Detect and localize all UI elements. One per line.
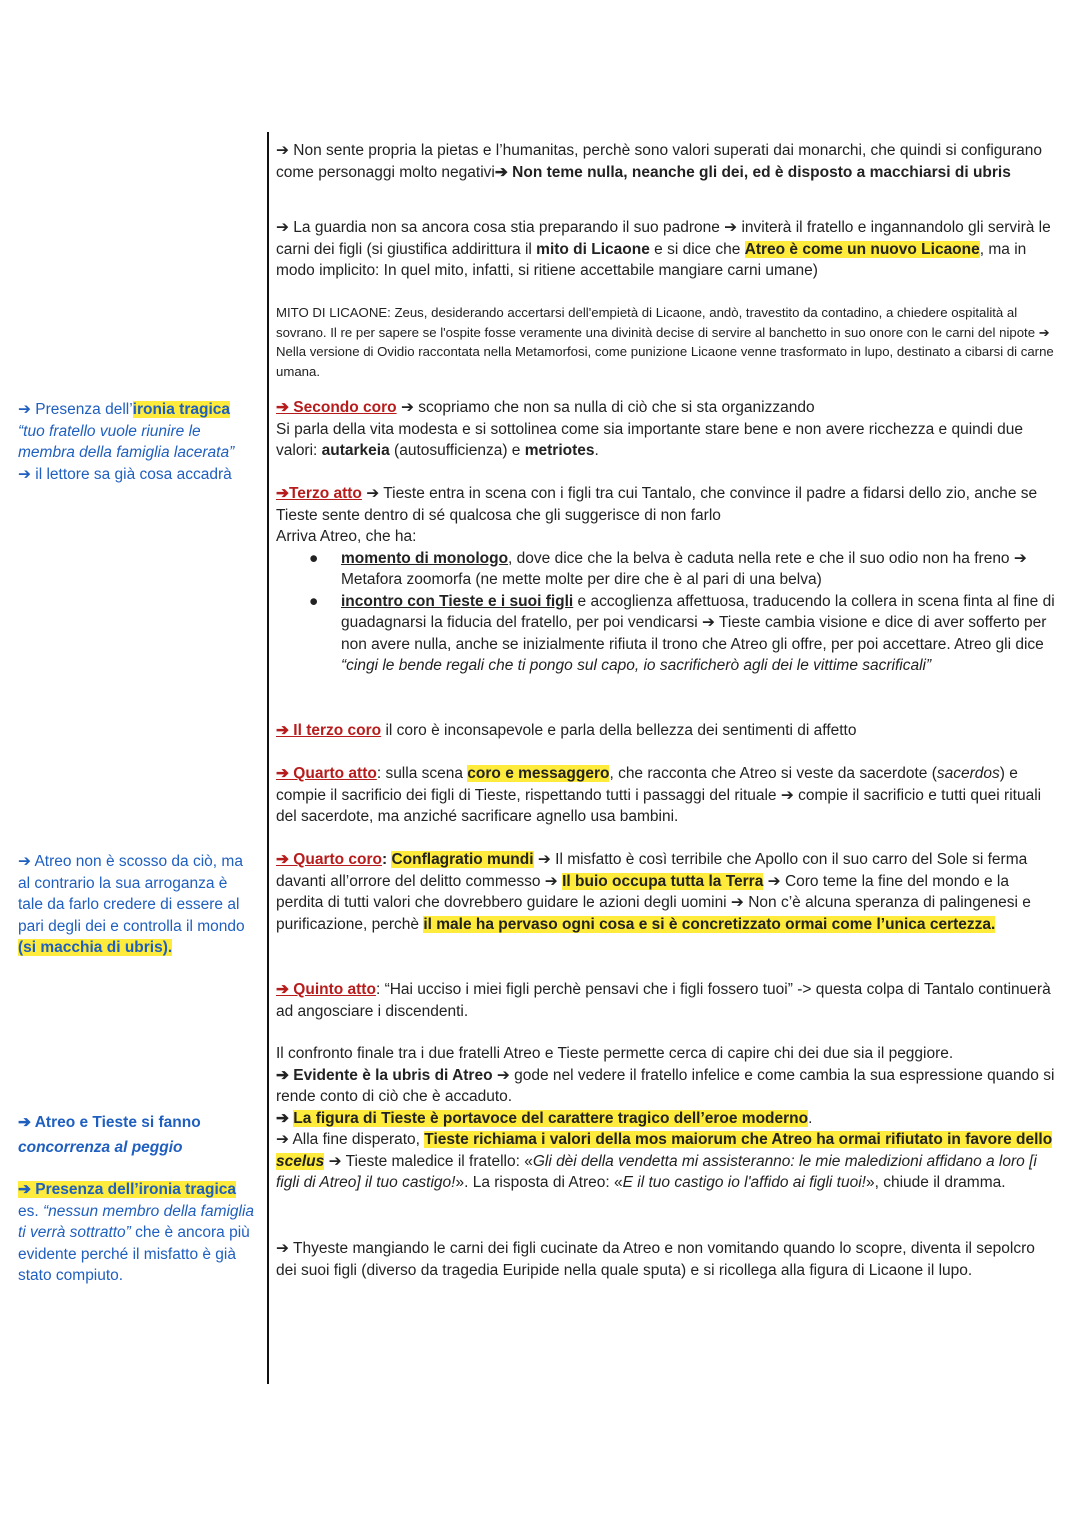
- paragraph-text: Arriva Atreo, che ha:: [276, 528, 417, 545]
- paragraph-italic: sacerdos: [936, 765, 1000, 782]
- paragraph-text: ➔ Alla fine disperato,: [276, 1131, 425, 1148]
- paragraph-highlight: coro e messaggero: [467, 765, 610, 782]
- paragraph-text: ➔ Tieste entra in scena con i figli tra cui Tantalo, che convince il padre a fidarsi dello zio, anche se Tieste sente dentro di sé qualcosa che gli suggerisce di non farlo: [276, 485, 1038, 524]
- list-item-text: , dove dice che la belva è caduta nella rete e che il suo odio non ha freno ➔ Metafora zoomorfa (ne mette molte per dire che è al pari di una belva): [341, 549, 1027, 588]
- paragraph-pietas: [276, 140, 1058, 183]
- note-ironia-tragica-2: [18, 1179, 258, 1287]
- paragraph-bold: ➔ Non teme nulla, neanche gli dei, ed è disposto a macchiarsi di ubris: [494, 163, 1011, 181]
- paragraph-highlight: Tieste richiama i valori della mos maiorum che Atreo ha ormai rifiutato in favore dello: [424, 1131, 1053, 1148]
- section-quarto-atto: [276, 763, 1058, 828]
- paragraph-quote: E il tuo castigo io l'affido ai figli tuoi!: [622, 1174, 866, 1191]
- list-item-heading: incontro con Tieste e i suoi figli: [341, 592, 574, 610]
- paragraph-highlight: Il buio occupa tutta la Terra: [562, 872, 764, 890]
- paragraph-quote: Gli dèi della vendetta mi assisteranno: le mie maledizioni affidano a loro [i figli di Atreo] il tuo castigo!: [276, 1152, 1037, 1191]
- paragraph-text: : sulla scena: [376, 765, 468, 782]
- list-item-heading: momento di monologo: [341, 549, 509, 567]
- list-item: [309, 548, 1058, 591]
- paragraph-guardia: [276, 217, 1058, 282]
- paragraph-highlight: La figura di Tieste è portavoce del carattere tragico dell’eroe moderno: [293, 1109, 809, 1127]
- paragraph-text: , che racconta che Atreo si veste da sacerdote (: [609, 765, 937, 782]
- note-text: ➔ Atreo non è scosso da ciò, ma al contrario la sua arroganza è tale da farlo credere di essere al pari degli dei e controlla il mondo: [18, 853, 245, 935]
- note-prefix: es.: [18, 1202, 43, 1220]
- paragraph-text: Il confronto finale tra i due fratelli Atreo e Tieste permette cerca di capire chi dei due sia il peggiore.: [276, 1045, 954, 1062]
- note-concorrenza: [18, 1110, 258, 1160]
- paragraph-text: .: [594, 442, 599, 459]
- paragraph-text: ➔ Tieste maledice il fratello: «: [324, 1152, 533, 1170]
- section-heading: ➔Terzo atto: [276, 485, 362, 502]
- keyword: autarkeia: [321, 442, 390, 459]
- section-heading: ➔ Il terzo coro: [276, 722, 382, 739]
- section-heading: ➔ Quarto coro: [276, 851, 382, 868]
- note-highlight: (si macchia di ubris).: [18, 939, 173, 956]
- section-secondo-coro: [276, 397, 1058, 462]
- note-tail: ➔ il lettore sa già cosa accadrà: [18, 465, 232, 483]
- note-ironia-tragica: [18, 399, 258, 485]
- paragraph-text: .: [808, 1109, 813, 1127]
- list-item-quote: “cingi le bende regali che ti pongo sul capo, io sacrificherò agli dei le vittime sacrificali”: [341, 657, 932, 674]
- section-heading: ➔ Quarto atto: [276, 765, 377, 782]
- paragraph-bold: mito di Licaone: [536, 240, 650, 258]
- paragraph-text: e si dice che: [649, 240, 745, 258]
- paragraph-highlight: Conflagratio mundi: [391, 851, 534, 868]
- paragraph-text: ) e compie il sacrificio dei figli di Tieste, rispettando tutti i passaggi del rituale ➔ compie il sacrificio e tutti quei rituali del sacerdote, ma anziché sacrificare agnello usa bambini.: [276, 765, 1042, 825]
- paragraph-thyeste: ➔ Thyeste mangiando le carni dei figli cucinate da Atreo e non vomitando quando lo scopre, diventa il sepolcro dei suoi figli (diverso da tragedia Euripide nella quale sputa) e si ricollega alla figura di Licaone il lupo.: [276, 1240, 1035, 1279]
- note-highlight: ➔ Presenza dell’ironia tragica: [18, 1181, 237, 1198]
- note-tail: che è ancora più evidente perché il misfatto è già stato compiuto.: [18, 1224, 250, 1284]
- paragraph-text: ➔ gode nel vedere il fratello infelice e come cambia la sua espressione quando si rende conto di ciò che è accaduto.: [276, 1066, 1055, 1105]
- bullet-icon: ●: [309, 592, 319, 610]
- paragraph-text: (autosufficienza) e: [389, 442, 525, 459]
- list-item: [309, 591, 1058, 677]
- paragraph-text: ➔ scopriamo che non sa nulla di ciò che si sta organizzando: [396, 399, 815, 416]
- note-quote: “nessun membro della famiglia ti verrà sottratto”: [18, 1202, 255, 1241]
- bullet-icon: ●: [309, 549, 319, 567]
- paragraph-text: ➔ La guardia non sa ancora cosa stia preparando il suo padrone ➔ inviterà il fratello e ingannandolo gli servirà le carni dei figli (si giustifica addirittura il: [276, 219, 1051, 258]
- note-line-1: ➔ Atreo e Tieste si fanno: [18, 1114, 201, 1131]
- note-quote: “tuo fratello vuole riunire le membra della famiglia lacerata”: [18, 422, 235, 461]
- paragraph-highlight: Atreo è come un nuovo Licaone: [744, 240, 980, 258]
- paragraph-highlight: il male ha pervaso ogni cosa e si è concretizzato ormai come l’unica certezza.: [423, 915, 996, 933]
- paragraph-mito-licaone: MITO DI LICAONE: Zeus, desiderando accertarsi dell'empietà di Licaone, andò, travestito da contadino, a chiedere ospitalità al sovrano. Il re per sapere se l'ospite fosse veramente una divinità decise di servire al banchetto in suo onore con le carni del nipote ➔ Nella versione di Ovidio raccontata nella Metamorfosi, come punizione Licaone venne trasformato in lupo, destinato a cibarsi di carne umana.: [276, 305, 1054, 379]
- paragraph-text: ➔ Il misfatto è così terribile che Apollo con il suo carro del Sole si ferma davanti all’orrore del delitto commesso ➔: [276, 851, 1028, 890]
- note-highlight: ironia tragica: [132, 401, 230, 418]
- section-heading: ➔ Secondo coro: [276, 399, 397, 416]
- note-arrow: ➔ Presenza dell’: [18, 401, 133, 418]
- section-terzo-coro: [276, 720, 1058, 742]
- paragraph-text: ➔ Non sente propria la pietas e l’humanitas, perchè sono valori superati dai monarchi, che quindi si configurano come personaggi molto negativi: [276, 142, 1043, 181]
- paragraph-text: Si parla della vita modesta e si sottolinea come sia importante stare bene e non avere ricchezza e quindi due valori:: [276, 420, 1024, 459]
- paragraph-bold: ➔ Evidente è la ubris di Atreo: [276, 1066, 493, 1084]
- paragraph-text: ». La risposta di Atreo: «: [455, 1174, 623, 1191]
- paragraph-text: ➔ Coro teme la fine del mondo e la perdita di tutti valori che dovrebbero guidare le azioni degli uomini ➔ Non c’è alcuna speranza di palingenesi e purificazione, perchè: [276, 872, 1031, 933]
- note-atreo-ubris: [18, 851, 254, 959]
- paragraph-confronto-finale: [276, 1043, 1058, 1194]
- keyword: metriotes: [524, 442, 595, 459]
- note-line-2: concorrenza al peggio: [18, 1139, 183, 1156]
- section-terzo-atto: [276, 483, 1058, 677]
- paragraph-highlight-italic: scelus: [276, 1152, 325, 1170]
- paragraph-text: , ma in modo implicito: In quel mito, infatti, si ritiene accettabile mangiare carni umane): [276, 240, 1027, 279]
- section-quarto-coro: [276, 849, 1058, 935]
- paragraph-text: :: [382, 851, 392, 868]
- paragraph-bold: ➔: [276, 1109, 294, 1127]
- bullet-list: [276, 548, 1058, 677]
- paragraph-text: il coro è inconsapevole e parla della bellezza dei sentimenti di affetto: [381, 722, 857, 739]
- section-quinto-atto: [276, 979, 1058, 1022]
- paragraph-text: », chiude il dramma.: [865, 1174, 1006, 1191]
- paragraph-text: : “Hai ucciso i miei figli perchè pensavi che i figli fossero tuoi” -> questa colpa di Tantalo continuerà ad angosciare i discendenti.: [276, 981, 1051, 1020]
- margin-divider: [267, 132, 269, 1384]
- list-item-text: e accoglienza affettuosa, traducendo la collera in scena finta al fine di guadagnarsi la fiducia del fratello, per poi vendicarsi ➔ Tieste cambia visione e dice di aver sofferto per non avere nulla, anche se inizialmente rifiuta il trono che Atreo gli offre, per poi accettare. Atreo gli dice: [341, 592, 1055, 653]
- section-heading: ➔ Quinto atto: [276, 981, 376, 998]
